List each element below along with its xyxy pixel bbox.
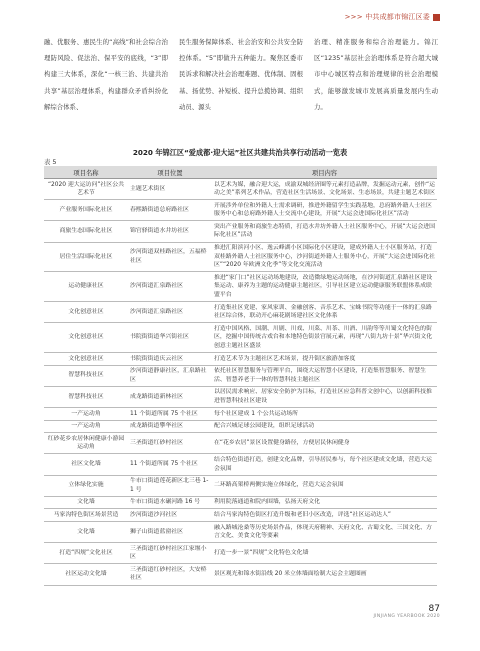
table-row [44, 543, 437, 564]
cell-project-location: 牛市口街道莲花新区北三巷 1-1 号 [128, 475, 212, 496]
running-header: >>> 中共成都市锦江区委 [345, 12, 440, 22]
cell-project-location: 沙河街道沙河社区 [128, 509, 212, 522]
cell-project-name: 文化创意社区 [44, 323, 128, 353]
table-row [44, 420, 437, 433]
cell-project-name: 红砂花乡农居休闲健康小游园运动角 [44, 433, 128, 454]
table-row [44, 522, 437, 543]
cell-project-location: 成龙路街道新林社区 [128, 386, 212, 407]
body-text [44, 34, 438, 134]
table-row [44, 179, 437, 200]
cell-project-name: 商旅生态国际化社区 [44, 221, 128, 242]
cell-project-content: 在“花乡农居”景区设置健身路径，方便居民休闲健身 [212, 433, 437, 454]
table-row [44, 242, 437, 272]
table-body [44, 179, 437, 586]
table-row [44, 302, 437, 323]
cell-project-location: 三圣街道红砂村社区江家堰小区 [128, 543, 212, 564]
table-number: 表 5 [44, 158, 57, 166]
cell-project-content: 打造一步一景“四规”文化特色文化墙 [212, 543, 437, 564]
cell-project-location: 书院街街道华兴街社区 [128, 323, 212, 353]
body-column-2: 民生服务保障体系、社会治安和公共安全防控体系。“5”即做升五种能力。聚焦区委市民诉求和解决社会治理难题、优体制、固根基、扬优势、补短板、提升总揽协调、组织动员、源头 [179, 38, 303, 111]
cell-project-content: 依托社区智慧服务与管理平台，围绕大运智慧小区建设，打造集智慧服务、智慧生活、智慧养老于一体的智慧科技主题社区 [212, 365, 437, 386]
table-row [44, 323, 437, 353]
activity-table [44, 166, 437, 586]
cell-project-location: 成龙路街道攀华社区 [128, 420, 212, 433]
cell-project-content: 景区观光和锦水街沿线 20 米立体墙面绘制大运会主题图画 [212, 564, 437, 585]
cell-project-content: 配合兴城足球公园建设，组织足球活动 [212, 420, 437, 433]
page-number: 87 [428, 604, 440, 614]
header-project-location: 项目位置 [128, 166, 212, 179]
cell-project-content: 打造艺术节为主题社区艺术场景，提升街区旅游加客度 [212, 353, 437, 366]
cell-project-name: 产业服务国际化社区 [44, 200, 128, 221]
cell-project-name: 社区文化墙 [44, 454, 128, 475]
cell-project-content: 每个社区建成 1 个公共运动场所 [212, 408, 437, 421]
cell-project-name: 一产运动角 [44, 408, 128, 421]
cell-project-name: 智慧科技社区 [44, 365, 128, 386]
table-row [44, 454, 437, 475]
cell-project-name: 文化墙 [44, 522, 128, 543]
cell-project-name: 文化创意社区 [44, 353, 128, 366]
cell-project-location: 书院街街道庆云社区 [128, 353, 212, 366]
table-row [44, 221, 437, 242]
table-title: 2020 年锦江区“爱成都·迎大运”社区共建共治共享行动活动一览表 [132, 148, 348, 157]
cell-project-name: 马家沟特色街区场景营造 [44, 509, 128, 522]
cell-project-location: 沙河街道双桂路社区，五福桥社区 [128, 242, 212, 272]
cell-project-content: 二环路高架桥两侧实施立体绿化，营造大运会氛围 [212, 475, 437, 496]
table-row [44, 509, 437, 522]
cell-project-name: 打造“四规”文化社区 [44, 543, 128, 564]
body-column-3: 治理、精准服务和综合治理能力。锦江区“1235”基层社会治理体系是符合超大城市中心城区特点和治理规律的社会治理模式，能够激发城市发展高质量发展内生动力。 [314, 38, 438, 111]
cell-project-location: 11 个街道所属 75 个社区 [128, 408, 212, 421]
cell-project-name: 立体绿化实施 [44, 475, 128, 496]
cell-project-location: 主题艺术街区 [128, 179, 212, 200]
table-row [44, 408, 437, 421]
table-row [44, 365, 437, 386]
cell-project-content: 以艺术为媒，融合迎大运，成渝双城经济圈等元素打造品牌，发掘运动元素，创作“运动之美”系列艺术作品，营造社区生活场景、文化场景、生态场景，共建主题艺术街区 [212, 179, 437, 200]
cell-project-name: “2020 迎大运访问”社区公共艺术节 [44, 179, 128, 200]
header-project-content: 项目内容 [212, 166, 437, 179]
table-row [44, 564, 437, 585]
cell-project-content: 融入路城沧桑等历史场景作品，体现天府精神、天府文化、古蜀文化、三国文化、方言文化、美食文化等要素 [212, 522, 437, 543]
cell-project-location: 11 个街道所属 75 个社区 [128, 454, 212, 475]
cell-project-name: 社区运动文化墙 [44, 564, 128, 585]
cell-project-location: 狮子山街道蓝窗社区 [128, 522, 212, 543]
cell-project-content: 打造集社区党建、家风家训、金融创客、音乐艺术、宝蛛书院等功能于一体的汇泉路社区综合体，联动开心麻花剧场建社区文化体系 [212, 302, 437, 323]
cell-project-content: 开展涉外单位和外籍人士需求调研，推进外籍留学生实践基地，总府路外籍人士社区服务中心和总府路外籍人士交流中心建设，开展“大运会进国际化社区”活动 [212, 200, 437, 221]
table-row [44, 353, 437, 366]
cell-project-content: 推进汇阳滨河小区、逸云峰湖小区国际化小区建设，建成外籍人士小区服务站，打造双桂路外籍人士社区服务中心，沙河街道外籍人士服务中心，开展“大运会进国际化社区”“2020 年欧洲文化季”等文化交流活动 [212, 242, 437, 272]
cell-project-content: 利用院落通道和院内围墙，弘扬天府文化 [212, 496, 437, 509]
cell-project-content: 打造中国风格、国潮、川剧、川戏、川菜、川茶、川酒、川韵等等川蜀文化特色的街区，挖掘中国传统古戏台和本地特色街景宫展元素，再现“八街九坊十景”华兴街文化创意主题社区盛景 [212, 323, 437, 353]
table-row [44, 272, 437, 302]
table-row [44, 433, 437, 454]
cell-project-content: 以居民需求响应、居家安全防护为目标，打造社区应急科普文创中心，以创新科技推进智慧科技社区建设 [212, 386, 437, 407]
cell-project-location: 沙河街道静康社区，汇泉路社区 [128, 365, 212, 386]
cell-project-name: 一产运动角 [44, 420, 128, 433]
cell-project-name: 文化墙 [44, 496, 128, 509]
cell-project-content: 结合马家沟特色街区打造升级和老旧小区改造，评选“社区运动达人” [212, 509, 437, 522]
table-row [44, 386, 437, 407]
cell-project-content: 结合特色街道打造，创建文化品牌，引导居民参与，每个社区建成文化墙，营造大运会氛围 [212, 454, 437, 475]
table-row [44, 475, 437, 496]
cell-project-name: 文化创意社区 [44, 302, 128, 323]
cell-project-content: 突出产业服务和商旅生态特质，打造水井坊外籍人士社区服务中心，开展“大运会进国际化社区”活动 [212, 221, 437, 242]
cell-project-location: 沙河街道汇泉路社区 [128, 272, 212, 302]
cell-project-location: 沙河街道汇泉路社区 [128, 302, 212, 323]
table-row [44, 200, 437, 221]
cell-project-location: 牛市口街道水碾河路 16 号 [128, 496, 212, 509]
table-header-row [44, 166, 437, 179]
header-project-name: 项目名称 [44, 166, 128, 179]
cell-project-content: 推进“家门口”社区运动场地建设，改造微绿地运动场地，在沙河街道汇泉路社区建设集运动、康养为主题的运动健康主题社区，引导社区建立运动健康服务联盟体系成联盟平台 [212, 272, 437, 302]
cell-project-name: 居住生活国际化社区 [44, 242, 128, 272]
cell-project-name: 运动健康社区 [44, 272, 128, 302]
cell-project-location: 春熙路街道总府路社区 [128, 200, 212, 221]
body-column-1: 融、优服务、惠民生的“高线”和社会综合治理防风险、促法治、保平安的底线，“3”即构建三大体系，深化“一核三治、共建共治共享”基层治理体系，构建群众矛盾纠纷化解综合体系、 [44, 38, 168, 111]
table-row [44, 496, 437, 509]
cell-project-location: 三圣街道红砂村社区，大安桥社区 [128, 564, 212, 585]
cell-project-location: 锦官驿街道水井坊社区 [128, 221, 212, 242]
cell-project-name: 智慧科技社区 [44, 386, 128, 407]
cell-project-location: 三圣街道红砂村社区 [128, 433, 212, 454]
publication-name: JINJIANG YEARBOOK 2020 [373, 614, 440, 619]
